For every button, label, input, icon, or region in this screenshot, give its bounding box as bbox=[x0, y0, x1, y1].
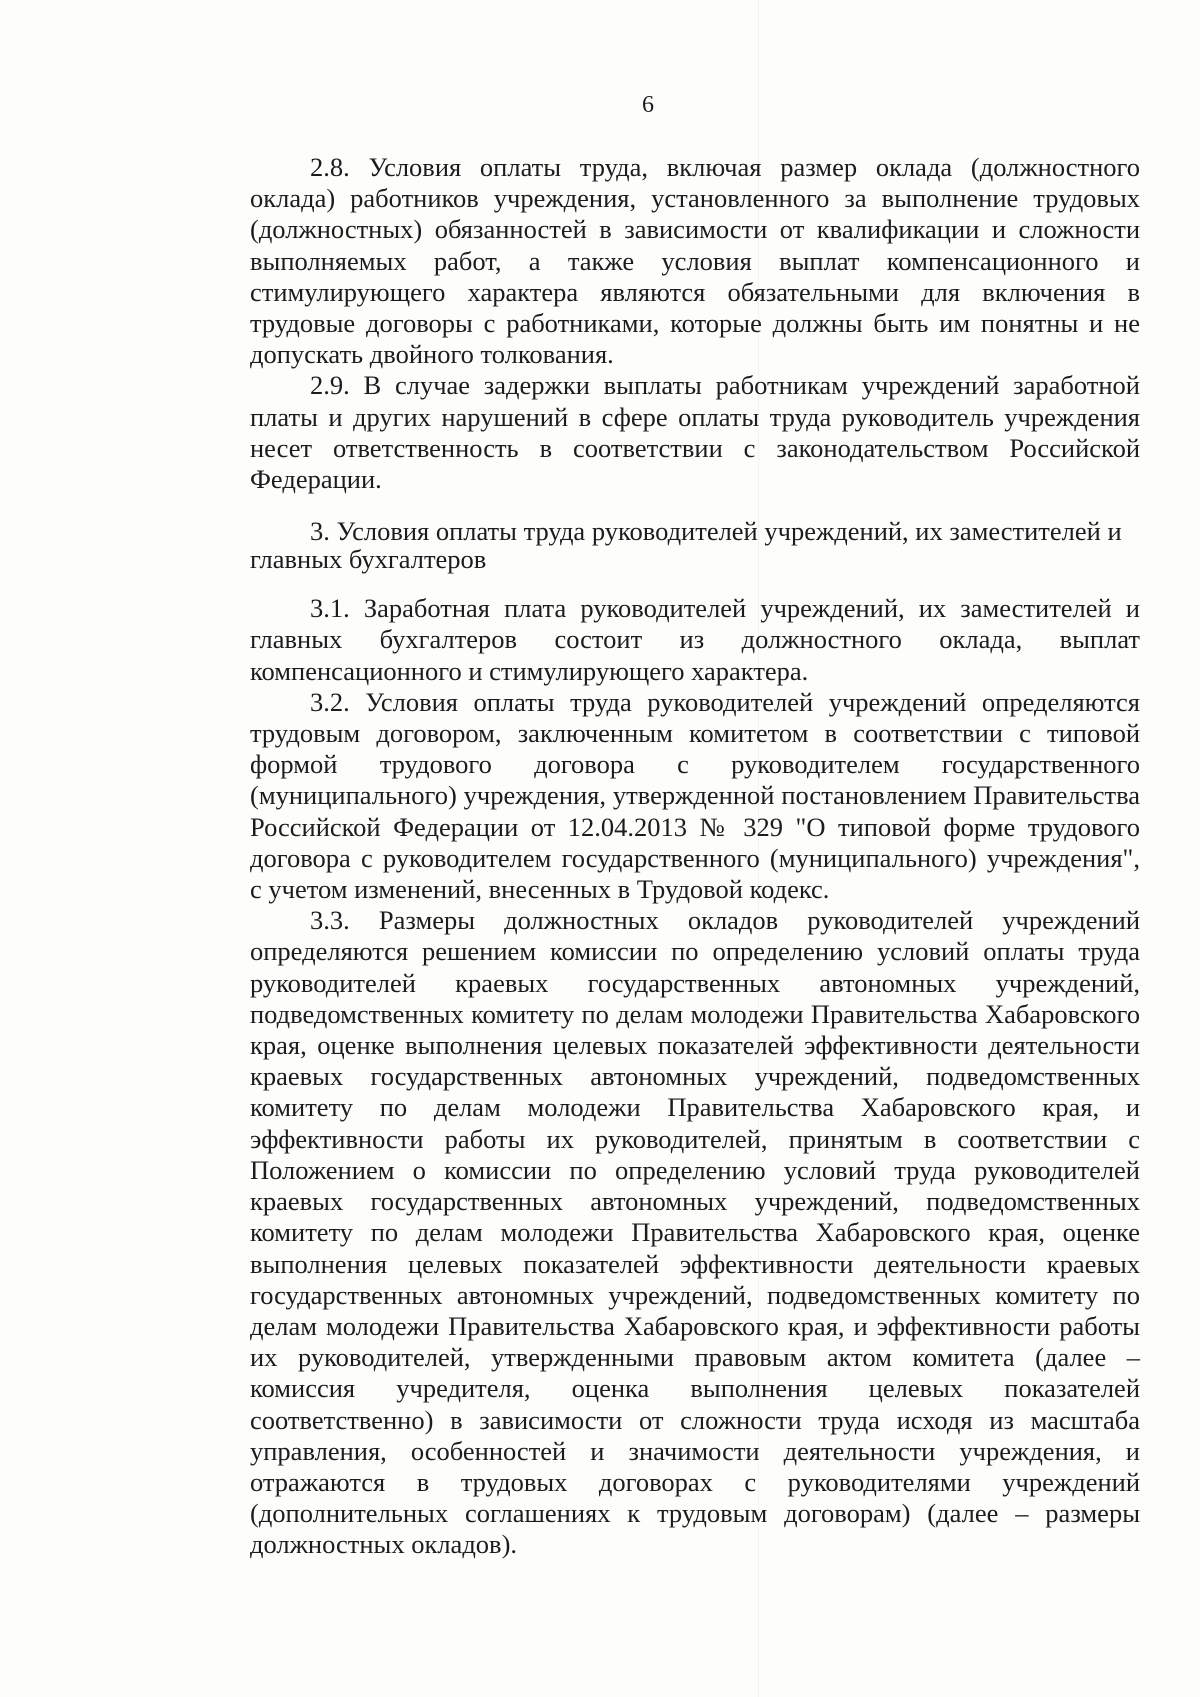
paragraph-3-1: 3.1. Заработная плата руководителей учреждений, их заместителей и главных бухгалтеров состоит из должностного оклада, выплат компенсационного и стимулирующего характера. bbox=[250, 593, 1140, 686]
paragraph-3-2: 3.2. Условия оплаты труда руководителей учреждений определяются трудовым договором, заключенным комитетом в соответствии с типовой формой трудового договора с руководителем государственного (муниципального) учреждения, утвержденной постановлением Правительства Российской Федерации от 12.04.2013 № 329 "О типовой форме трудового договора с руководителем государственного (муниципального) учреждения", с учетом изменений, внесенных в Трудовой кодекс. bbox=[250, 686, 1140, 905]
paragraph-2-8: 2.8. Условия оплаты труда, включая размер оклада (должностного оклада) работников учреждения, установленного за выполнение трудовых (должностных) обязанностей в зависимости от квалификации и сложности выполняемых работ, а также условия выплат компенсационного и стимулирующего характера являются обязательными для включения в трудовые договоры с работниками, которые должны быть им понятны и не допускать двойного толкования. bbox=[250, 152, 1140, 370]
page-number: 6 bbox=[642, 92, 654, 118]
section-heading: 3. Условия оплаты труда руководителей учреждений, их заместителей и главных бухгалтеров bbox=[250, 516, 1122, 575]
document-body bbox=[250, 152, 1140, 1561]
paragraph-3-3: 3.3. Размеры должностных окладов руководителей учреждений определяются решением комиссии по определению условий оплаты труда руководителей краевых государственных автономных учреждений, подведомственных комитету по делам молодежи Правительства Хабаровского края, оценке выполнения целевых показателей эффективности деятельности краевых государственных автономных учреждений, подведомственных комитету по делам молодежи Правительства Хабаровского края, и эффективности работы их руководителей, принятым в соответствии с Положением о комиссии по определению условий труда руководителей краевых государственных автономных учреждений, подведомственных комитету по делам молодежи Правительства Хабаровского края, оценке выполнения целевых показателей эффективности деятельности краевых государственных автономных учреждений, подведомственных комитету по делам молодежи Правительства Хабаровского края, и эффективности работы их руководителей, утвержденными правовым актом комитета (далее – комиссия учредителя, оценка выполнения целевых показателей соответственно) в зависимости от сложности труда исходя из масштаба управления, особенностей и значимости деятельности учреждения, и отражаются в трудовых договорах с руководителями учреждений (дополнительных соглашениях к трудовым договорам) (далее – размеры должностных окладов). bbox=[250, 905, 1140, 1560]
paragraph-2-9: 2.9. В случае задержки выплаты работникам учреждений заработной платы и других нарушений в сфере оплаты труда руководитель учреждения несет ответственность в соответствии с законодательством Российской Федерации. bbox=[250, 370, 1140, 495]
